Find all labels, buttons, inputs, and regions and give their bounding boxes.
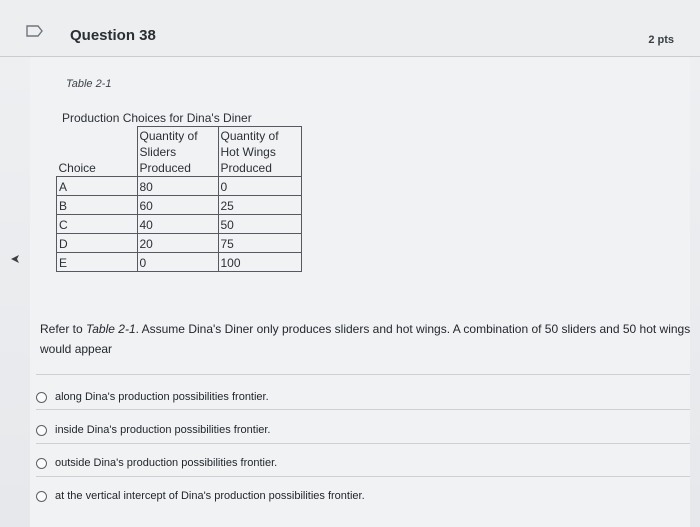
cell-wings: 0 — [218, 177, 301, 196]
cell-sliders: 80 — [137, 177, 218, 196]
table-header-row — [57, 127, 302, 177]
divider — [36, 443, 690, 444]
cell-wings: 100 — [218, 253, 301, 272]
answer-option-label: along Dina's production possibilities frontier. — [55, 391, 269, 403]
cell-choice: E — [57, 253, 138, 272]
cell-sliders: 0 — [137, 253, 218, 272]
table-row — [57, 234, 302, 253]
header-choice-label: Choice — [58, 161, 96, 175]
question-points: 2 pts — [648, 34, 674, 46]
question-prompt — [40, 319, 700, 359]
radio-button-icon[interactable] — [36, 458, 47, 469]
radio-button-icon[interactable] — [36, 491, 47, 502]
answer-option-vertical-intercept[interactable] — [36, 485, 676, 507]
flag-icon[interactable] — [26, 25, 44, 37]
radio-button-icon[interactable] — [36, 425, 47, 436]
header-wings-line1: Quantity of — [220, 129, 279, 143]
radio-button-icon[interactable] — [36, 392, 47, 403]
pointer-arrow-icon — [10, 254, 20, 264]
table-row — [57, 253, 302, 272]
cell-sliders: 40 — [137, 215, 218, 234]
divider — [36, 409, 690, 410]
table-row — [57, 215, 302, 234]
cell-choice: C — [57, 215, 138, 234]
answer-option-label: outside Dina's production possibilities frontier. — [55, 457, 278, 469]
table-caption: Production Choices for Dina's Diner — [62, 111, 252, 125]
answer-option-inside[interactable] — [36, 419, 676, 441]
cell-choice: B — [57, 196, 138, 215]
header-wings-line3: Produced — [220, 161, 272, 175]
cell-wings: 50 — [218, 215, 301, 234]
prompt-rest: . Assume Dina's Diner only produces sliders and hot wings. A combination of 50 sliders and 50 hot wings would appear — [40, 322, 691, 356]
header-wings — [218, 127, 301, 177]
table-label: Table 2-1 — [66, 78, 112, 90]
cell-choice: D — [57, 234, 138, 253]
table-row — [57, 177, 302, 196]
answer-option-label: at the vertical intercept of Dina's production possibilities frontier. — [55, 490, 365, 502]
answer-option-along[interactable] — [36, 386, 676, 408]
cell-wings: 25 — [218, 196, 301, 215]
question-title: Question 38 — [70, 27, 156, 44]
cell-sliders: 60 — [137, 196, 218, 215]
header-sliders — [137, 127, 218, 177]
header-sliders-line3: Produced — [139, 161, 191, 175]
header-wings-line2: Hot Wings — [220, 145, 276, 159]
answer-option-label: inside Dina's production possibilities frontier. — [55, 424, 271, 436]
header-sliders-line2: Sliders — [139, 145, 177, 159]
answer-option-outside[interactable] — [36, 452, 676, 474]
divider — [36, 476, 690, 477]
question-body — [30, 57, 690, 527]
cell-choice: A — [57, 177, 138, 196]
production-table — [56, 126, 302, 272]
divider — [36, 374, 690, 375]
header-sliders-line1: Quantity of — [139, 129, 198, 143]
cell-wings: 75 — [218, 234, 301, 253]
table-row — [57, 196, 302, 215]
cell-sliders: 20 — [137, 234, 218, 253]
question-header — [0, 0, 700, 57]
prompt-prefix: Refer to — [40, 322, 87, 336]
prompt-table-ref: Table 2-1 — [86, 322, 136, 336]
header-choice — [57, 127, 138, 177]
